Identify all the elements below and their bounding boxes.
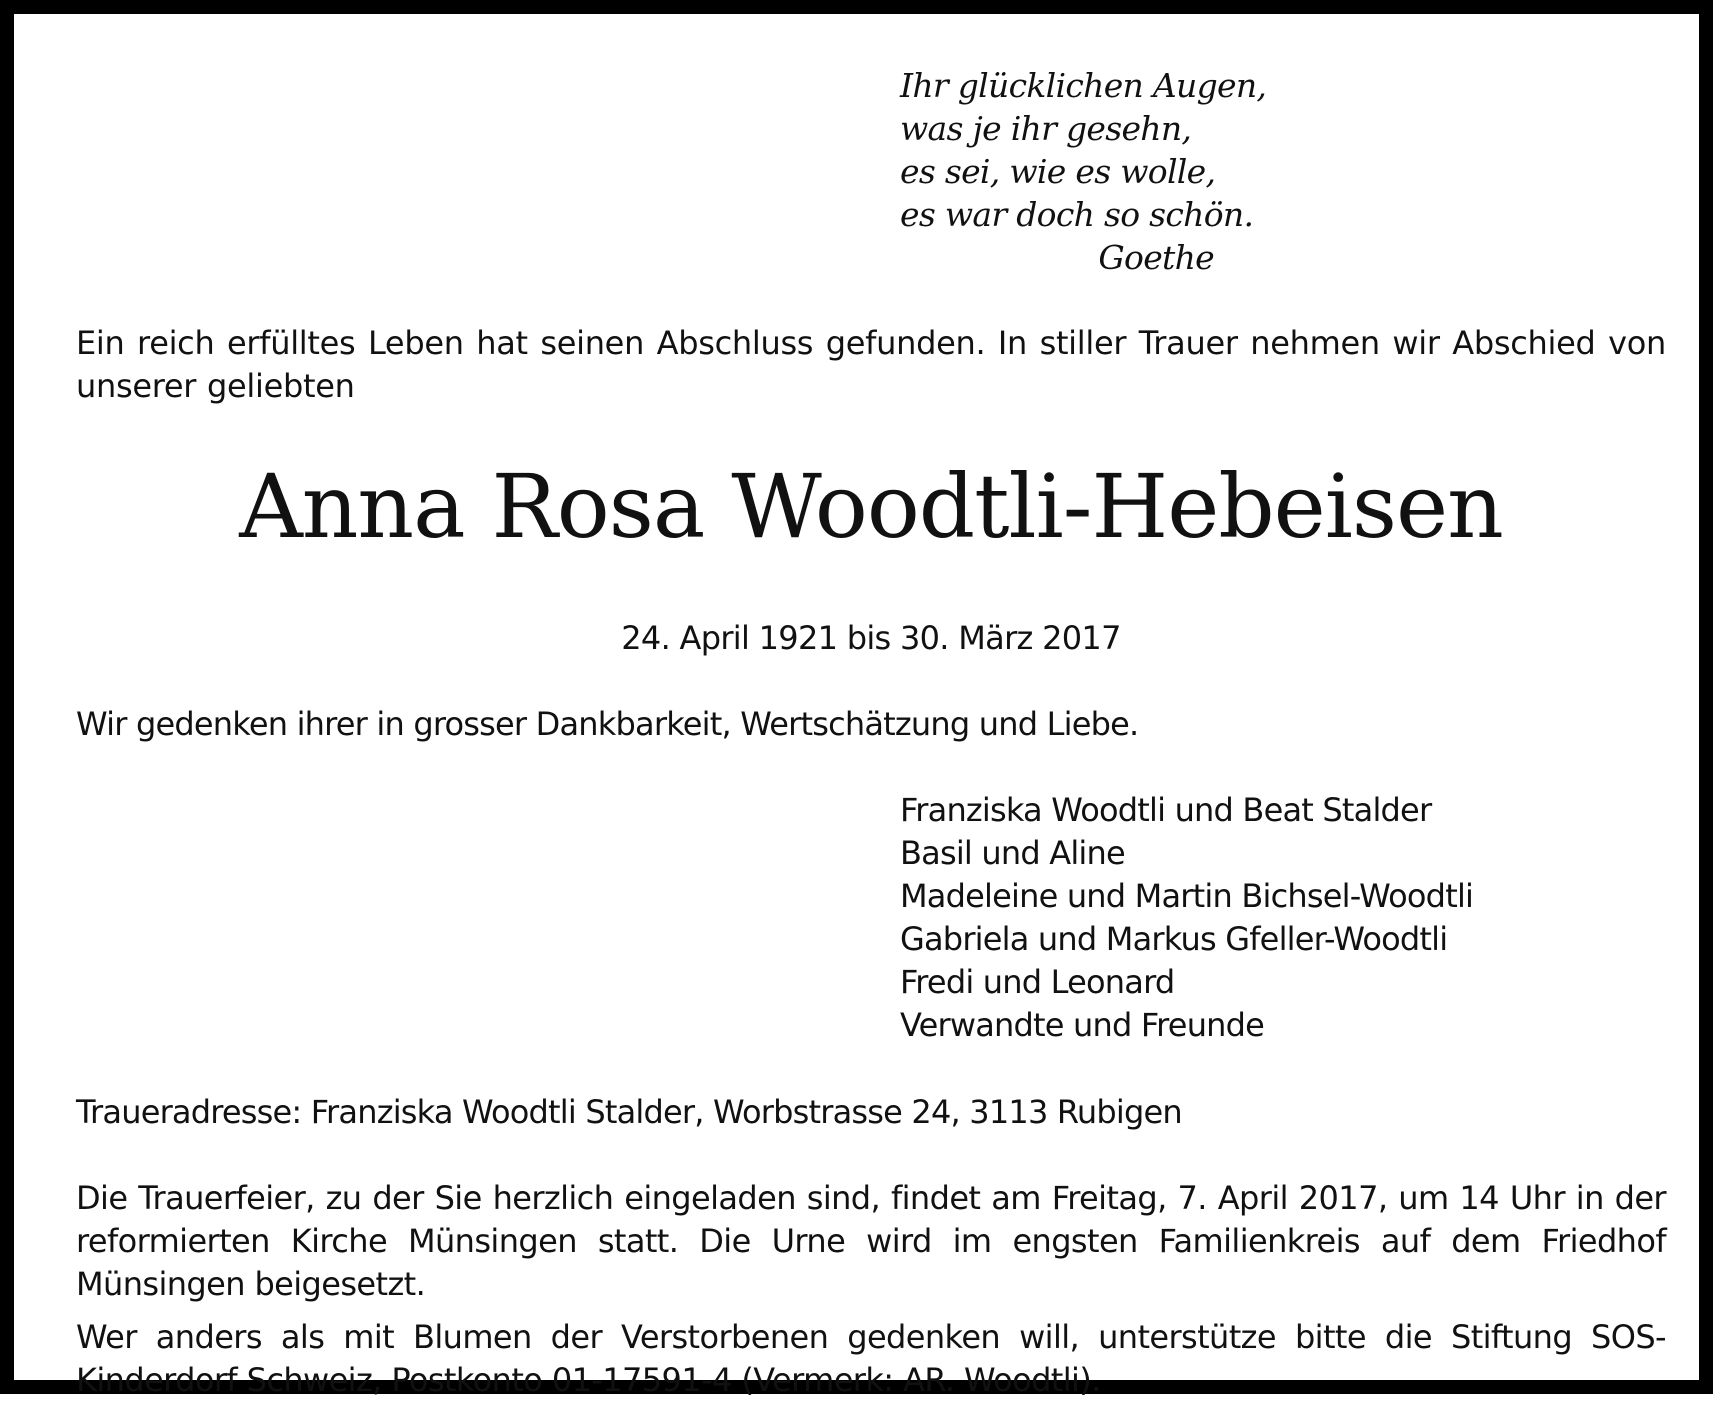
deceased-name: Anna Rosa Woodtli-Hebeisen (239, 455, 1503, 558)
life-dates: 24. April 1921 bis 30. März 2017 (621, 619, 1121, 657)
family-member: Basil und Aline (900, 834, 1125, 872)
donation-paragraph: Wer anders als mit Blumen der Verstorbenen gedenken will, unterstütze bitte die Stiftung SOS-Kinderdorf Schweiz, Postkonto 01-17591-4 (Vermerk: AR. Woodtli). (76, 1318, 1666, 1399)
poem-line: es war doch so schön. (900, 195, 1254, 234)
family-member: Franziska Woodtli und Beat Stalder (900, 791, 1432, 829)
family-member: Verwandte und Freunde (900, 1006, 1265, 1044)
memorial-statement: Wir gedenken ihrer in grosser Dankbarkeit, Wertschätzung und Liebe. (76, 705, 1139, 743)
family-member: Fredi und Leonard (900, 963, 1175, 1001)
family-member: Gabriela und Markus Gfeller-Woodtli (900, 920, 1448, 958)
family-member: Madeleine und Martin Bichsel-Woodtli (900, 877, 1474, 915)
goethe-poem (900, 64, 1320, 279)
ceremony-paragraph: Die Trauerfeier, zu der Sie herzlich eingeladen sind, findet am Freitag, 7. April 2017, um 14 Uhr in der reformierten Kirche Münsingen statt. Die Urne wird im engsten Familienkreis auf dem Friedhof Münsingen beigesetzt. (76, 1179, 1666, 1303)
poem-line: was je ihr gesehn, (900, 109, 1192, 148)
mourning-address: Traueradresse: Franziska Woodtli Stalder, Worbstrasse 24, 3113 Rubigen (76, 1093, 1182, 1131)
poem-author: Goethe (1098, 238, 1214, 277)
intro-paragraph: Ein reich erfülltes Leben hat seinen Abschluss gefunden. In stiller Trauer nehmen wir Abschied von unserer geliebten (76, 324, 1666, 405)
poem-line: es sei, wie es wolle, (900, 152, 1216, 191)
family-list (900, 789, 1600, 1047)
poem-line: Ihr glücklichen Augen, (900, 66, 1267, 105)
